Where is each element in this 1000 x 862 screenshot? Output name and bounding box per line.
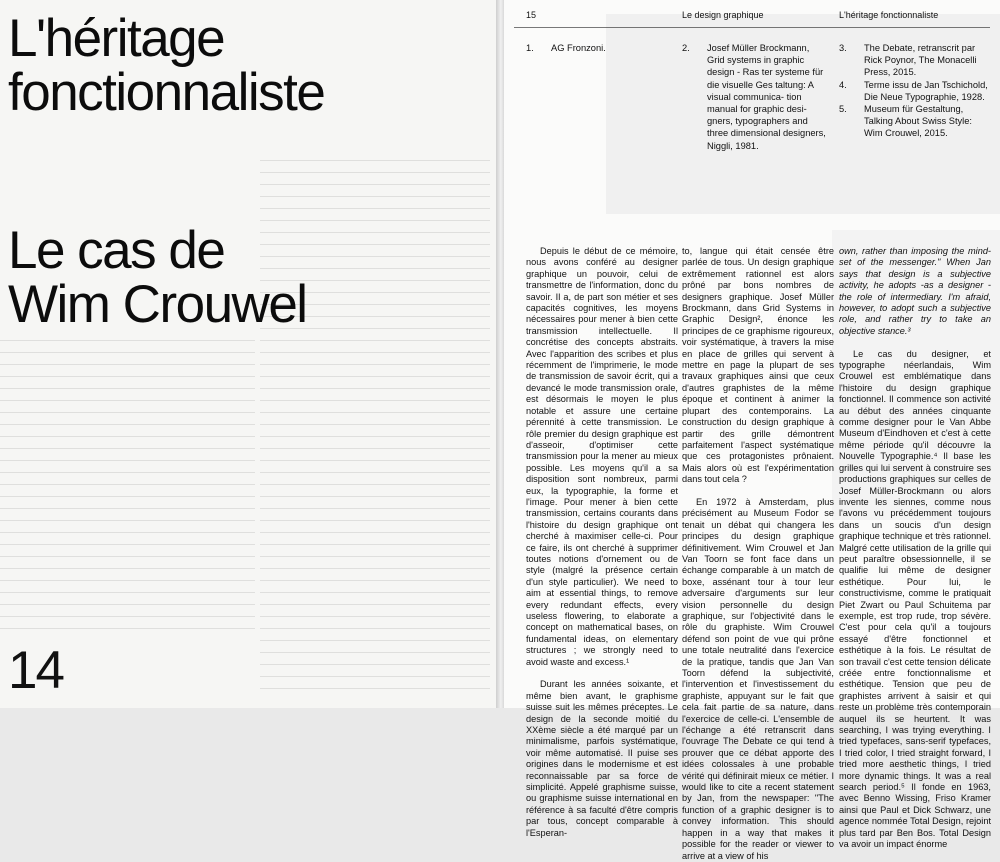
footnote: 2. Josef Müller Brockmann, Grid systems in graphic design - Ras ter systeme für die visuelle Ges taltung: A visual communica- tion manual for graphic desi- gners, typographers and three dimensional designers, Niggli, 1981.: [682, 43, 826, 151]
body-column-3: [839, 246, 991, 850]
body-column-2: [682, 246, 834, 861]
page-number-right: 15: [526, 10, 537, 20]
footnotes-col-1: [526, 42, 666, 54]
section-title: Le cas de Wim Crouwel: [8, 221, 307, 334]
paragraph: own, rather than imposing the mind-set of the messenger." When Jan says that design is a subjective activity, he adopts -as a designer - the role of intermediary. I'm afraid, however, to adopt such a subjective role, and rather try to take an objective stance.³: [839, 246, 991, 336]
chapter-title: L'héritage fonctionnaliste: [8, 9, 325, 122]
paragraph: to, langue qui était censée être parlée de tous. Un design graphique extrêmement rationnel est alors prôné par bons nombres de designers graphique. Josef Müller Brockmann, dans Grid Systems in Graphic Design², énonce les principes de ce graphisme rigoureux, voir systématique, à travers la mise en place de grilles qui servent à mettre en page la plupart de ses travaux graphiques ainsi que ceux d'autres graphistes de la même époque et continent à animer la plupart des contemporains. La construction du design graphique à partir des grille démontrent parfaitement l'aspect systématique que ces protagonistes prônaient. Mais alors où est l'expérimentation dans tout cela ?: [682, 246, 834, 485]
header-rule: [514, 27, 990, 28]
paragraph: Depuis le début de ce mémoire, nous avons conféré au designer graphique un pouvoir, celui de transmettre de l'information, donc du savoir. Il a, de part son métier et ses capacités cognitives, les moyens nécessaires pour mener à bien cette transmission intellectuelle. Il concrétise des concepts abstraits. Avec l'apparition des scribes et plus récemment de l'imprimerie, le mode de transmission de savoir écrit, qui a devancé le mode transmission orale, est désormais le moyen le plus notable et assure une certaine pérennité à cette transmission. Le rôle premier du design graphique est d'asseoir, d'optimiser cette transmission pour la mener au mieux possible. Les moyens qu'il a sa disposition sont nombreux, parmi eux, la typographie, la forme et l'image. Pour mener à bien cette transmission, certains courants dans l'histoire du design graphique ont cherché à maximiser celle-ci. Pour ce faire, ils ont cherché à supprimer toutes notions d'ornement ou de style (malgré la présence certain d'un style particulier). We need to aim at essential things, to remove every redundant effects, every useless flowering, to elaborate a concept on mathematical bases, on fundamental ideas, on elementary structures ; we strongly need to avoid waste and excess.¹: [526, 246, 678, 667]
right-page: [504, 0, 1000, 861]
body-column-1: [526, 246, 678, 838]
paragraph: Le cas du designer, et typographe néerlandais, Wim Crouwel est emblématique dans l'histoire du design graphique fonctionnel. Il commence son activité au début des années cinquante comme designer pour le Van Abbe Museum d'Eindhoven et c'est à cette même période qu'il découvre la Nouvelle Typographie.⁴ Il base les grilles qui lui servent à construire ses productions graphiques sur celles de Josef Müller-Brockmann ou alors invente les siennes, comme nous l'avons vu précédemment toujours dans un soucis d'un design graphique technique et très rationnel. Malgré cette utilisation de la grille qui peut paraître obsessionnelle, il se qualifie lui même de designer esthétique. Pour lui, le constructivisme, comme le pratiquait Piet Zwart ou Paul Schuitema par exemple, est trop rude, trop sévère. C'est pour cela qu'il a toujours essayé d'être fonctionnel et esthétique à la fois. Le résultat de son travail c'est cette tension délicate créée entre fonctionnalisme et esthétique. Tension que peu de graphistes arrivent à saisir et qui reste un problème très contemporain auquel ils se heurtent. It was searching, I was trying everything. I tried typefaces, sans-serif typefaces, I tried color, I tried straight forward, I tried more aesthetic things, I tried more dynamic things. It was a real search period.⁵ Il fonde en 1963, avec Benno Wissing, Friso Kramer ainsi que Paul et Dick Schwarz, une agence nommée Total Design, rejoint plus tard par Ben Bos. Total Design va avoir un impact énorme: [839, 348, 991, 850]
paragraph: En 1972 à Amsterdam, plus précisément au Museum Fodor se tenait un débat qui changera les principes du design graphique définitivement. Wim Crouwel et Jan Van Toorn se font face dans un échange comparable à un match de boxe, assénant tour à tour leur adversaire d'arguments sur leur vision personnelle du design graphique, sur l'objectivité dans le rôle du graphiste. Wim Crouwel défend son point de vue qui prône une totale neutralité dans l'exercice de la pratique, tandis que Jan Van Toorn défend la subjectivité, l'intervention et l'investissement du graphiste, appuyant sur le fait que cela fait partie de sa nature, dans l'exercice de celle-ci. L'ensemble de l'échange a été retranscrit dans l'ouvrage The Debate ce qui tend à prouver que ce débat apporte des idées colossales à une probable vérité qui définirait mieux ce métier. I would like to cite a recent statement by Jan, from the newspaper: "The function of a graphic designer is to convey information. This should happen in a way that makes it possible for the reader or viewer to arrive at a view of his: [682, 496, 834, 861]
page-number-left: 14: [8, 641, 63, 700]
left-page: [0, 0, 496, 708]
paragraph: Durant les années soixante, et même bien avant, le graphisme suisse suit les mêmes préceptes. Le design de la seconde moitié du XXème siècle a été marqué par un minimalisme, parfois systématique, voir même automatisé. Il puise ses origines dans le modernisme et est reconnaissable par sa force de simplicité. Appelé graphisme suisse, ou graphisme suisse international en référence à sa faculté d'être compris par tous, concept comparable à l'Esperan-: [526, 679, 678, 838]
running-head-chapter: L'héritage fonctionnaliste: [839, 10, 939, 20]
bleed-through-texture-2: [0, 340, 255, 640]
footnotes-col-2: [682, 42, 827, 152]
footnote: 1. AG Fronzoni.: [526, 43, 606, 53]
footnotes-col-3: [839, 42, 991, 140]
footnote: 4. Terme issu de Jan Tschichold, Die Neue Typographie, 1928.: [839, 79, 988, 102]
footnote: 3. The Debate, retranscrit par Rick Poynor, The Monacelli Press, 2015.: [839, 43, 977, 78]
footnote: 5. Museum für Gestaltung, Talking About Swiss Style: Wim Crouwel, 2015.: [839, 104, 972, 139]
book-gutter: [496, 0, 504, 708]
running-head-section: Le design graphique: [682, 10, 764, 20]
